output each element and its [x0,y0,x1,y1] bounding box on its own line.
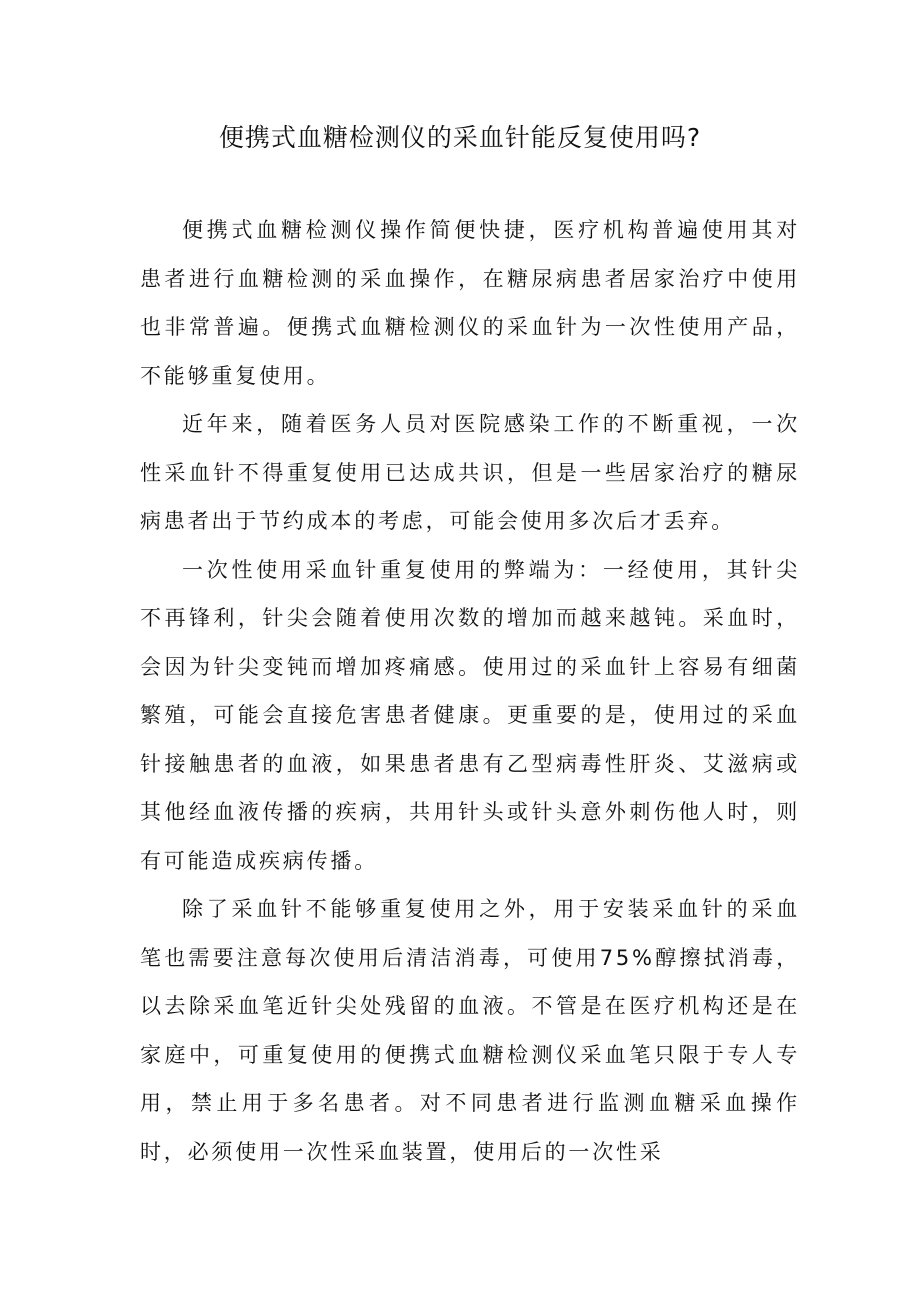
paragraph-1: 便携式血糖检测仪操作简便快捷，医疗机构普遍使用其对患者进行血糖检测的采血操作，在糖尿病患者居家治疗中使用也非常普遍。便携式血糖检测仪的采血针为一次性使用产品，不能够重复使用。 [140,218,800,388]
paragraph-3: 一次性使用采血针重复使用的弊端为：一经使用，其针尖不再锋利，针尖会随着使用次数的增加而越来越钝。采血时，会因为针尖变钝而增加疼痛感。使用过的采血针上容易有细菌繁殖，可能会直接危害患者健康。更重要的是，使用过的采血针接触患者的血液，如果患者患有乙型病毒性肝炎、艾滋病或其他经血液传播的疾病，共用针头或针头意外刺伤他人时，则有可能造成疾病传播。 [140,557,800,873]
document-title: 便携式血糖检测仪的采血针能反复使用吗? [218,123,702,152]
document-body [140,206,800,1176]
paragraph-4: 除了采血针不能够重复使用之外，用于安装采血针的采血笔也需要注意每次使用后清洁消毒，可使用75%醇擦拭消毒，以去除采血笔近针尖处残留的血液。不管是在医疗机构还是在家庭中，可重复使用的便携式血糖检测仪采血笔只限于专人专用，禁止用于多名患者。对不同患者进行监测血糖采血操作时，必须使用一次性采血装置，使用后的一次性采 [140,897,800,1164]
paragraph-2: 近年来，随着医务人员对医院感染工作的不断重视，一次性采血针不得重复使用已达成共识，但是一些居家治疗的糖尿病患者出于节约成本的考虑，可能会使用多次后才丢弃。 [140,412,800,533]
